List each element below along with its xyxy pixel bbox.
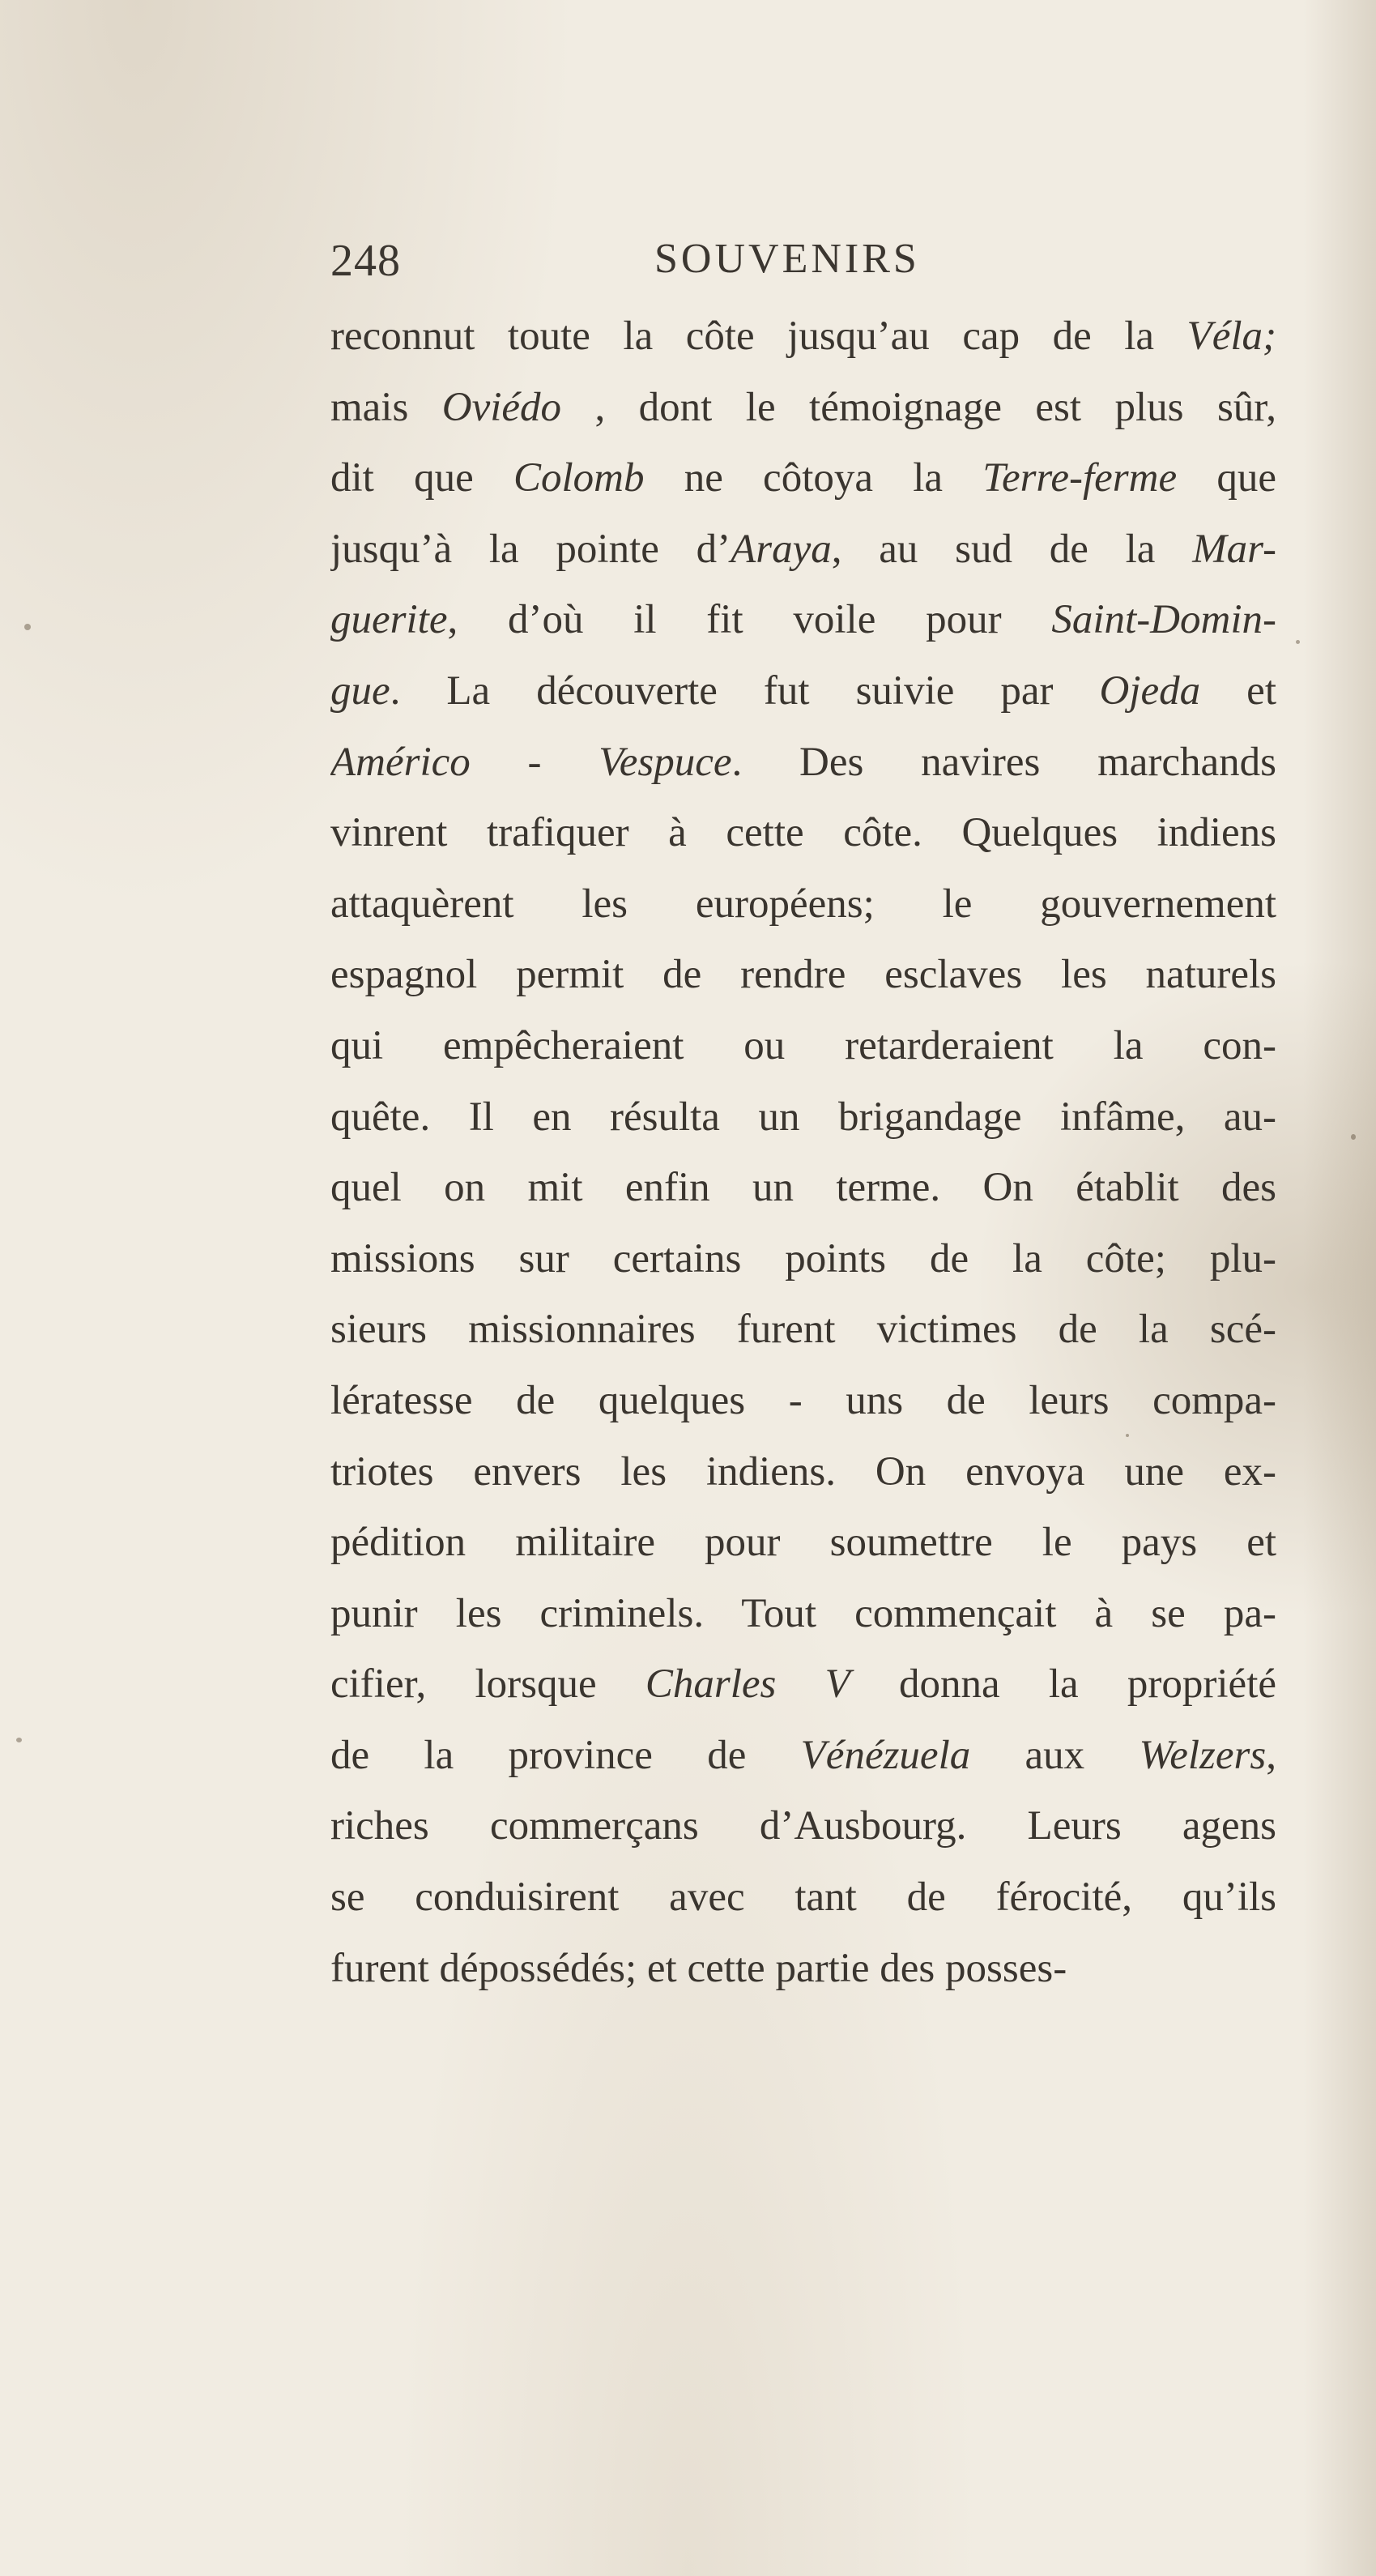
text-segment: cifier, lorsque (330, 1661, 645, 1708)
italic-name: Américo - Vespuce (330, 739, 732, 785)
body-text (330, 301, 1276, 2004)
text-segment: vinrent trafiquer à cette côte. Quelques indiens (330, 810, 1276, 856)
text-segment: , d’où il fit voile pour (447, 597, 1052, 643)
text-segment: qui empêcheraient ou retarderaient la con- (330, 1022, 1276, 1068)
gutter-shadow (1303, 0, 1376, 2576)
text-line (330, 727, 1276, 799)
text-line (330, 1082, 1276, 1154)
text-line (330, 1294, 1276, 1366)
italic-name: Véla; (1186, 313, 1276, 359)
text-segment: quel on mit enfin un terme. On établit des (330, 1165, 1276, 1211)
text-segment: ne côtoya la (644, 455, 983, 501)
text-line (330, 1153, 1276, 1224)
text-segment: espagnol permit de rendre esclaves les naturels (330, 952, 1276, 998)
text-line (330, 656, 1276, 727)
text-line (330, 1791, 1276, 1862)
page-number: 248 (330, 236, 401, 286)
paper-speck (1296, 640, 1300, 644)
text-line (330, 1721, 1276, 1792)
text-line (330, 869, 1276, 940)
text-line (330, 798, 1276, 869)
italic-name: gue (330, 667, 390, 714)
text-segment: . Des navires marchands (731, 739, 1276, 785)
running-title: SOUVENIRS (654, 236, 920, 282)
text-line (330, 1508, 1276, 1579)
text-segment: triotes envers les indiens. On envoya une ex- (330, 1448, 1276, 1495)
text-segment: quête. Il en résulta un brigandage infâme, au- (330, 1094, 1276, 1140)
text-segment: attaquèrent les européens; le gouvernement (330, 881, 1276, 927)
text-line (330, 514, 1276, 586)
paper-speck (1351, 1134, 1356, 1140)
italic-name: Araya (731, 526, 832, 572)
text-segment: se conduisirent avec tant de férocité, qu’ils (330, 1874, 1276, 1921)
text-line (330, 1011, 1276, 1082)
paper-speck (16, 1738, 22, 1742)
text-line (330, 1366, 1276, 1437)
text-line (330, 1934, 1276, 2005)
text-segment: jusqu’à la pointe d’ (330, 526, 731, 572)
text-segment: . La découverte fut suivie par (390, 667, 1100, 714)
text-line (330, 1649, 1276, 1721)
text-line (330, 940, 1276, 1011)
italic-name: Terre-ferme (982, 455, 1178, 501)
text-segment: de la province de (330, 1732, 801, 1778)
text-segment: que (1177, 455, 1276, 501)
text-segment: aux (970, 1732, 1140, 1778)
italic-name: Ojeda (1099, 667, 1201, 714)
text-segment: missions sur certains points de la côte; plu- (330, 1235, 1276, 1282)
text-segment: pédition militaire pour soumettre le pays et (330, 1520, 1276, 1566)
text-line (330, 443, 1276, 514)
italic-name: Vénézuela (800, 1732, 971, 1778)
text-segment: et (1200, 667, 1276, 714)
italic-name: Charles V (645, 1661, 850, 1708)
paper-speck (24, 624, 31, 630)
text-line (330, 585, 1276, 656)
text-line (330, 301, 1276, 373)
italic-name: Saint-Domin- (1051, 597, 1276, 643)
text-line (330, 1224, 1276, 1295)
text-segment: sieurs missionnaires furent victimes de la scé- (330, 1307, 1276, 1353)
running-head (330, 235, 1276, 292)
text-segment: , (1266, 1732, 1276, 1778)
italic-name: Oviédo (441, 384, 562, 430)
text-segment: riches commerçans d’Ausbourg. Leurs agens (330, 1803, 1276, 1849)
text-segment: punir les criminels. Tout commençait à se pa- (330, 1590, 1276, 1636)
italic-name: guerite (330, 597, 448, 643)
text-line (330, 373, 1276, 444)
text-segment: , au sud de la (831, 526, 1193, 572)
text-segment: , dont le témoignage est plus sûr, (561, 384, 1276, 430)
text-segment: donna la propriété (850, 1661, 1276, 1708)
italic-name: Welzers (1139, 1732, 1267, 1778)
text-line (330, 1579, 1276, 1650)
text-segment: reconnut toute la côte jusqu’au cap de la (330, 313, 1187, 359)
text-segment: dit que (330, 455, 513, 501)
text-segment: lératesse de quelques - uns de leurs compa- (330, 1377, 1276, 1423)
text-segment: mais (330, 384, 442, 430)
text-line (330, 1862, 1276, 1934)
text-segment: furent dépossédés; et cette partie des posses- (330, 1945, 1067, 1991)
text-line (330, 1437, 1276, 1508)
italic-name: Colomb (513, 455, 645, 501)
italic-name: Mar- (1192, 526, 1276, 572)
